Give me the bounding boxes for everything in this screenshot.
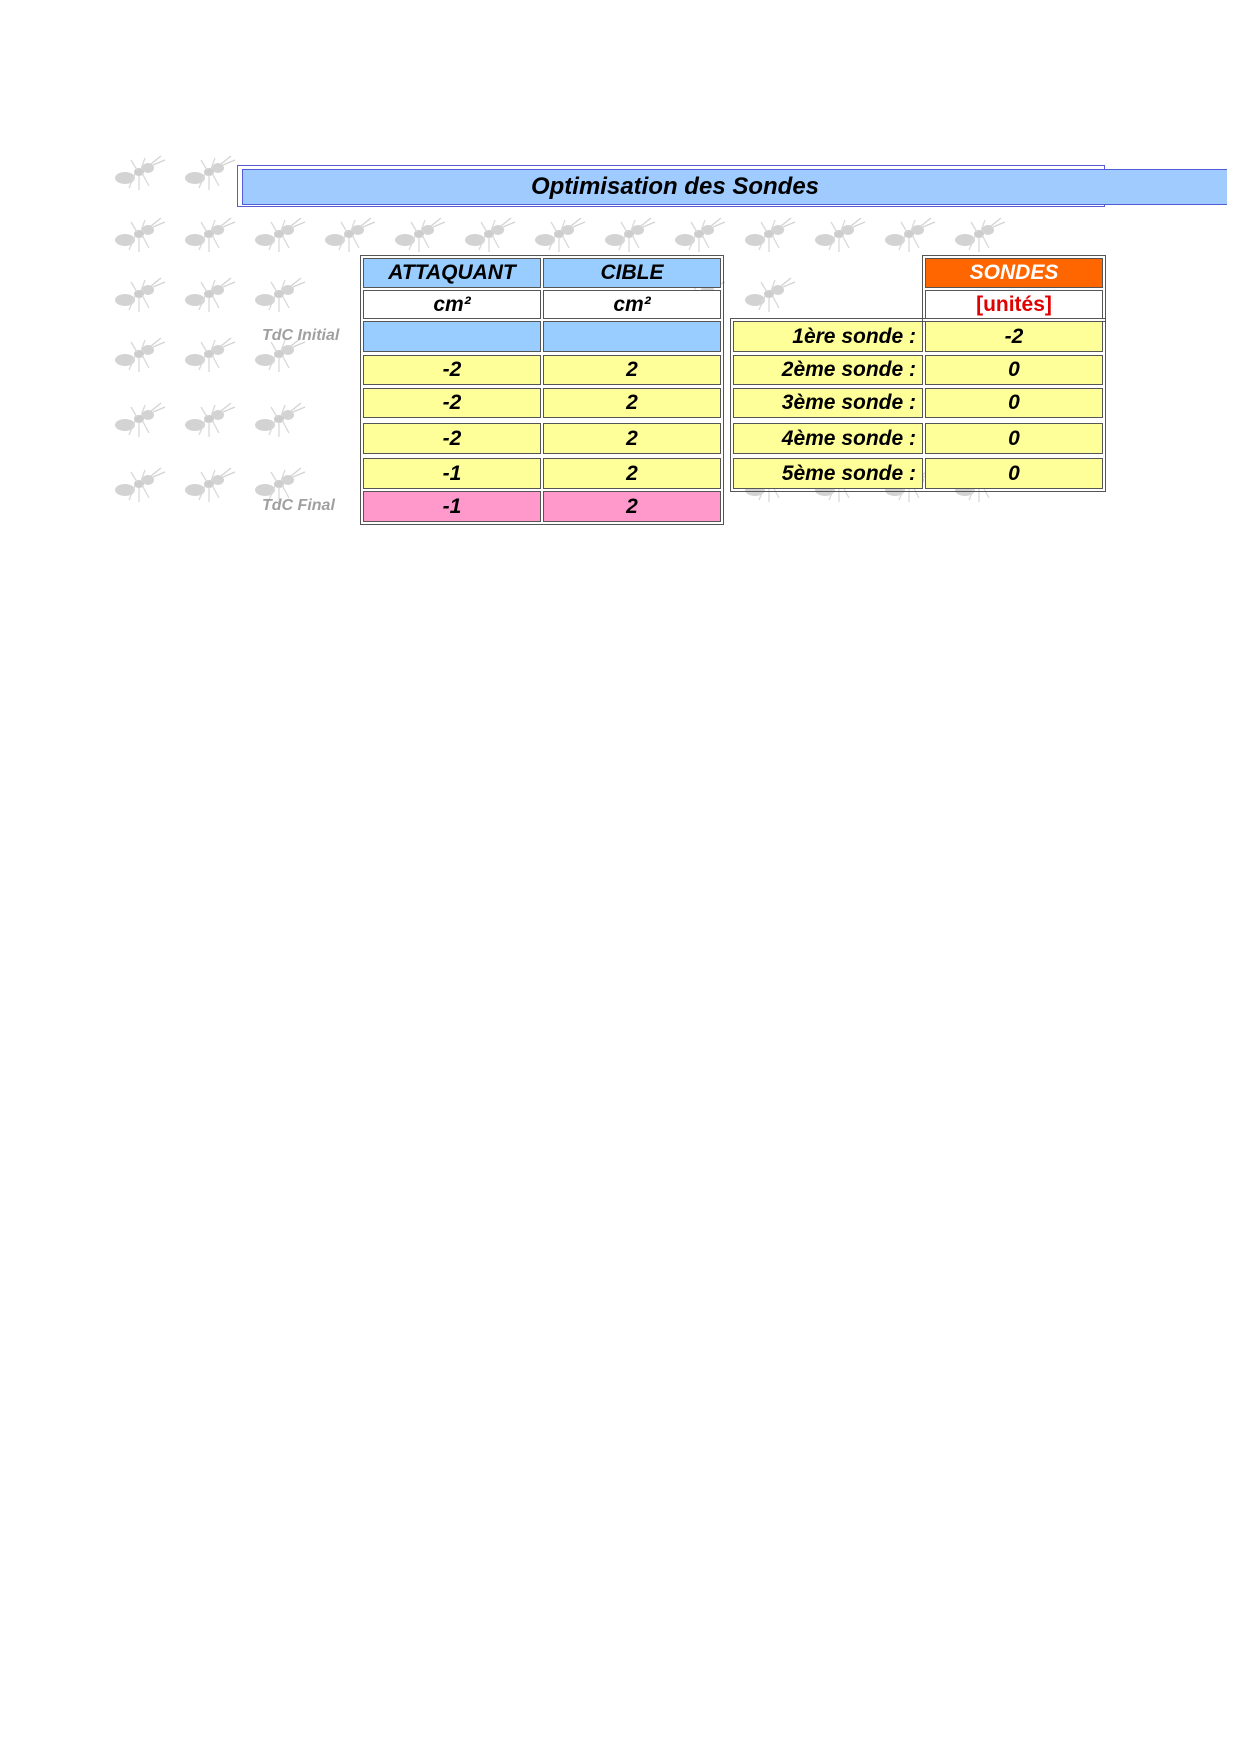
- unit-cible: cm²: [543, 290, 721, 319]
- row-label-final: TdC Final: [262, 497, 335, 514]
- attaquant-cell-final: -1: [363, 491, 541, 522]
- header-cible: CIBLE: [543, 258, 721, 288]
- sonde-value-3: 0: [925, 388, 1103, 418]
- sonde-label-3: 3ème sonde :: [733, 388, 923, 418]
- cible-cell: 2: [543, 423, 721, 454]
- sonde-label-4: 4ème sonde :: [733, 423, 923, 454]
- attaquant-cell: -1: [363, 458, 541, 489]
- header-attaquant: ATTAQUANT: [363, 258, 541, 288]
- attaquant-cell-initial[interactable]: [363, 321, 541, 352]
- sonde-value-1: -2: [925, 321, 1103, 352]
- attaquant-cell: -2: [363, 355, 541, 385]
- sonde-value-5: 0: [925, 458, 1103, 489]
- cible-cell-final: 2: [543, 491, 721, 522]
- header-sondes: SONDES: [925, 258, 1103, 288]
- attaquant-cell: -2: [363, 423, 541, 454]
- cible-cell: 2: [543, 388, 721, 418]
- cible-cell: 2: [543, 458, 721, 489]
- page-title-bar: [242, 169, 1227, 205]
- row-label-initial: TdC Initial: [262, 327, 340, 344]
- sonde-label-1: 1ère sonde :: [733, 321, 923, 352]
- sonde-label-5: 5ème sonde :: [733, 458, 923, 489]
- sonde-value-4: 0: [925, 423, 1103, 454]
- attaquant-cell: -2: [363, 388, 541, 418]
- sonde-label-2: 2ème sonde :: [733, 355, 923, 385]
- cible-cell-initial[interactable]: [543, 321, 721, 352]
- cible-cell: 2: [543, 355, 721, 385]
- unit-attaquant: cm²: [363, 290, 541, 319]
- sonde-value-2: 0: [925, 355, 1103, 385]
- page-title: Optimisation des Sondes: [530, 173, 820, 200]
- unit-sondes: [unités]: [925, 290, 1103, 319]
